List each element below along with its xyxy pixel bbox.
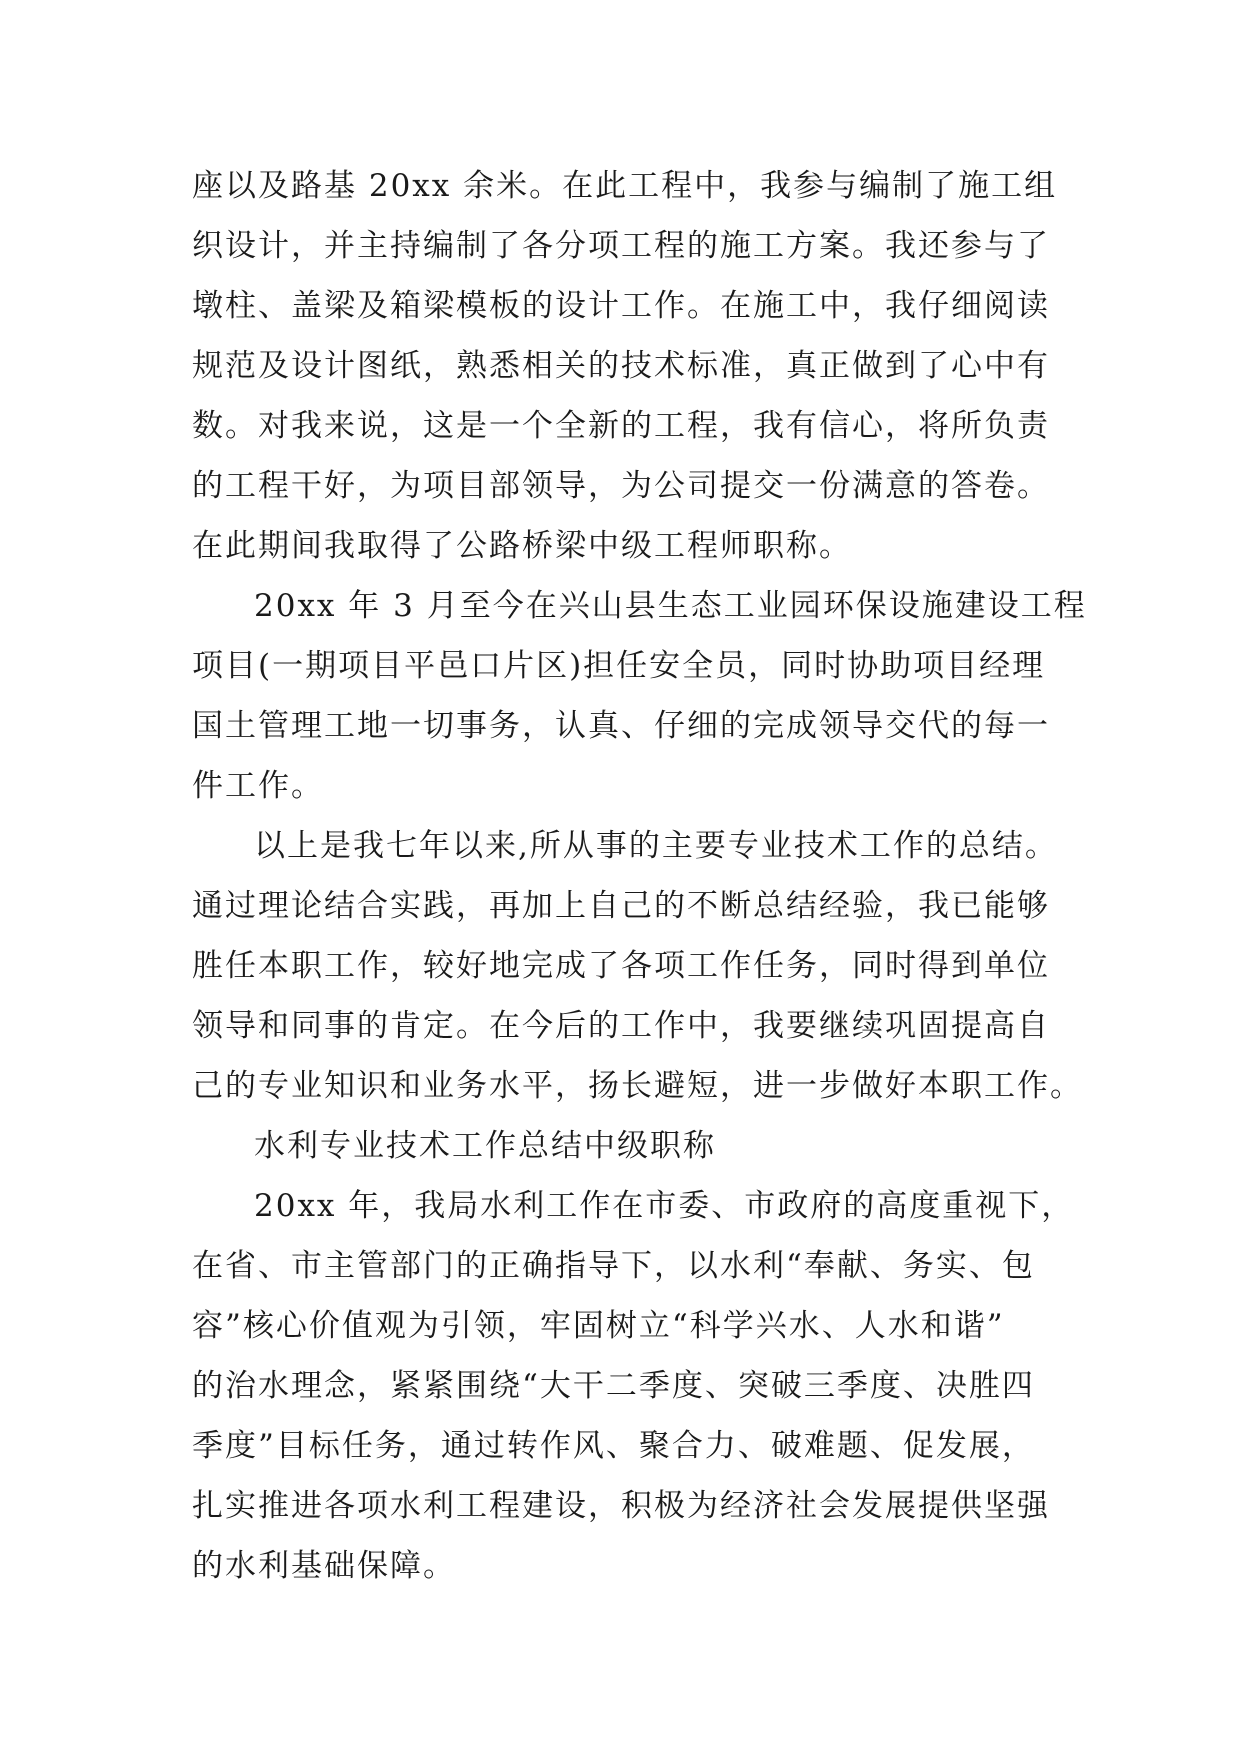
text-line: 20xx 年 3 月至今在兴山县生态工业园环保设施建设工程 xyxy=(254,588,1087,624)
text-line: 规范及设计图纸，熟悉相关的技术标准，真正做到了心中有 xyxy=(192,348,1050,384)
text-line: 在省、市主管部门的正确指导下，以水利“奉献、务实、包 xyxy=(192,1248,1035,1284)
paragraph xyxy=(192,1176,1075,1596)
text-line: 以上是我七年以来,所从事的主要专业技术工作的总结。 xyxy=(254,828,1058,864)
text-line: 扎实推进各项水利工程建设，积极为经济社会发展提供坚强 xyxy=(192,1488,1050,1524)
document-body xyxy=(192,156,1087,1596)
text-line: 在此期间我取得了公路桥梁中级工程师职称。 xyxy=(192,528,852,564)
text-line: 织设计，并主持编制了各分项工程的施工方案。我还参与了 xyxy=(192,228,1050,264)
text-line: 己的专业知识和业务水平，扬长避短，进一步做好本职工作。 xyxy=(192,1068,1083,1104)
text-line: 领导和同事的肯定。在今后的工作中，我要继续巩固提高自 xyxy=(192,1008,1050,1044)
text-line: 件工作。 xyxy=(192,768,324,804)
heading-line: 水利专业技术工作总结中级职称 xyxy=(254,1128,716,1164)
text-line: 数。对我来说，这是一个全新的工程，我有信心，将所负责 xyxy=(192,408,1050,444)
text-line: 的治水理念，紧紧围绕“大干二季度、突破三季度、决胜四 xyxy=(192,1368,1035,1404)
paragraph xyxy=(192,576,1087,816)
text-line: 的工程干好，为项目部领导，为公司提交一份满意的答卷。 xyxy=(192,468,1050,504)
text-line: 项目(一期项目平邑口片区)担任安全员，同时协助项目经理 xyxy=(192,648,1046,684)
text-line: 容”核心价值观为引领，牢固树立“科学兴水、人水和谐” xyxy=(192,1308,1005,1344)
paragraph xyxy=(192,816,1083,1116)
text-line: 20xx 年，我局水利工作在市委、市政府的高度重视下， xyxy=(254,1188,1075,1224)
text-line: 墩柱、盖梁及箱梁模板的设计工作。在施工中，我仔细阅读 xyxy=(192,288,1050,324)
text-line: 座以及路基 20xx 余米。在此工程中，我参与编制了施工组 xyxy=(192,168,1058,204)
text-line: 通过理论结合实践，再加上自己的不断总结经验，我已能够 xyxy=(192,888,1050,924)
text-line: 国土管理工地一切事务，认真、仔细的完成领导交代的每一 xyxy=(192,708,1050,744)
section-heading xyxy=(192,1116,1072,1176)
text-line: 季度”目标任务，通过转作风、聚合力、破难题、促发展， xyxy=(192,1428,1035,1464)
text-line: 胜任本职工作，较好地完成了各项工作任务，同时得到单位 xyxy=(192,948,1050,984)
paragraph xyxy=(192,156,1072,576)
text-line: 的水利基础保障。 xyxy=(192,1548,456,1584)
